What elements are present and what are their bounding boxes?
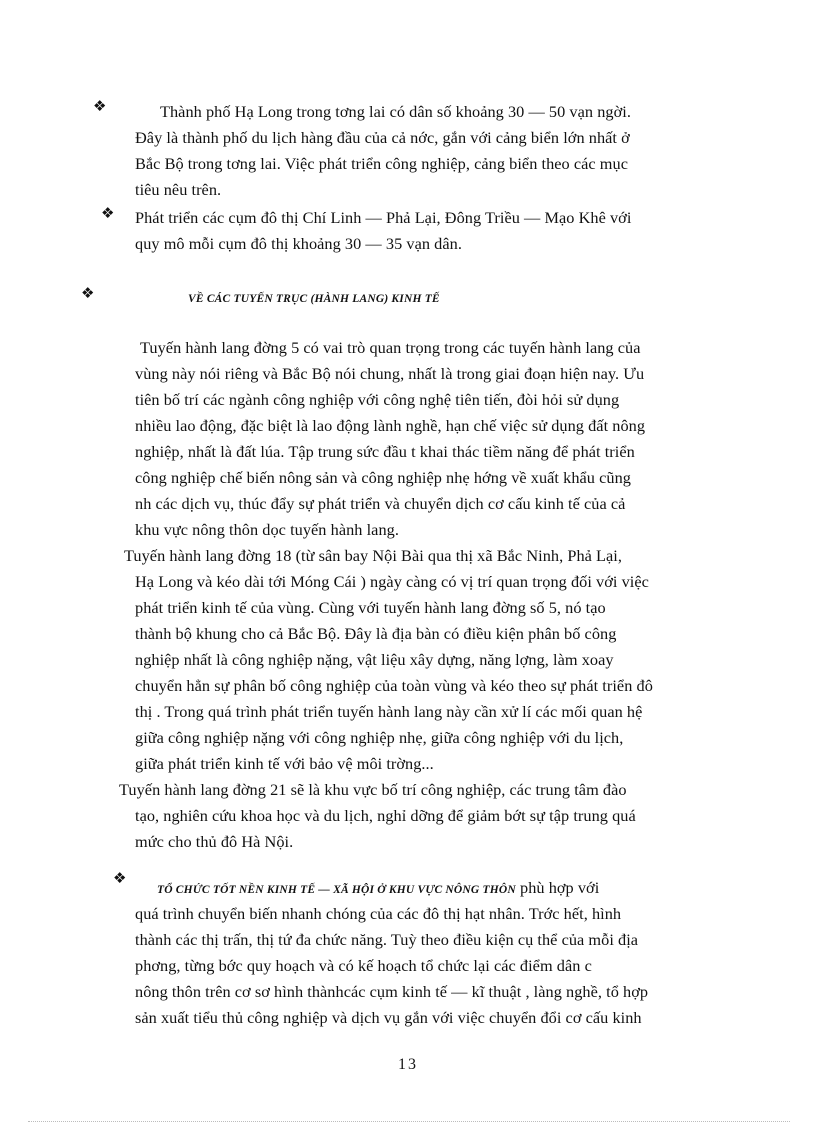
text-line: khu vực nông thôn dọc tuyến hành lang.: [135, 520, 399, 539]
text-line: thành bộ khung cho cả Bắc Bộ. Đây là địa bàn có điều kiện phân bố công: [135, 624, 617, 643]
page-number: 13: [398, 1056, 418, 1073]
text-line: mức cho thủ đô Hà Nội.: [135, 832, 294, 851]
bullet-icon: ❖: [113, 869, 127, 887]
text-line: nh các dịch vụ, thúc đẩy sự phát triển và chuyển dịch cơ cấu kinh tế của cả: [135, 494, 626, 513]
text-line: Hạ Long và kéo dài tới Móng Cái ) ngày càng có vị trí quan trọng đối với việc: [135, 572, 649, 591]
bullet-icon: ❖: [81, 284, 95, 302]
text-line: nghiệp, nhất là đất lúa. Tập trung sức đầu t khai thác tiềm năng để phát triển: [135, 442, 635, 461]
text-line: sản xuất tiểu thủ công nghiệp và dịch vụ gắn với việc chuyển đổi cơ cấu kinh: [135, 1008, 642, 1027]
text-line: Tuyến hành lang đờng 18 (từ sân bay Nội Bài qua thị xã Bắc Ninh, Phả Lại,: [124, 546, 622, 565]
text-line: phơng, từng bớc quy hoạch và có kế hoạch tổ chức lại các điểm dân c: [135, 956, 592, 975]
text-line: thành các thị trấn, thị tứ đa chức năng. Tuỳ theo điều kiện cụ thể của mỗi địa: [135, 930, 639, 949]
text-line: công nghiệp chế biến nông sản và công nghiệp nhẹ hớng về xuất khẩu cũng: [135, 468, 631, 487]
bullet-icon: ❖: [101, 204, 115, 222]
section-heading: VỀ CÁC TUYẾN TRỤC (HÀNH LANG) KINH TẾ: [188, 293, 440, 305]
text-line: Bắc Bộ trong tơng lai. Việc phát triển công nghiệp, cảng biển theo các mục: [135, 154, 628, 173]
bullet-icon: ❖: [93, 97, 107, 115]
text-line: chuyển hẳn sự phân bố công nghiệp của toàn vùng và kéo theo sự phát triển đô: [135, 676, 653, 695]
text-line: Đây là thành phố du lịch hàng đầu của cả nớc, gắn với cảng biển lớn nhất ở: [135, 128, 630, 147]
inline-heading: TỔ CHỨC TỐT NỀN KINH TẾ — XÃ HỘI Ở KHU VỰC NÔNG THÔN: [157, 884, 516, 896]
text-line: phát triển kinh tế của vùng. Cùng với tuyến hành lang đờng số 5, nó tạo: [135, 598, 606, 617]
text-line: quá trình chuyển biến nhanh chóng của các đô thị hạt nhân. Trớc hết, hình: [135, 904, 622, 923]
text-fragment: phù hợp với: [520, 878, 600, 897]
text-line: quy mô mỗi cụm đô thị khoảng 30 — 35 vạn dân.: [135, 234, 462, 253]
section-intro-line: [157, 875, 599, 903]
text-line: Phát triển các cụm đô thị Chí Linh — Phả Lại, Đông Triều — Mạo Khê với: [135, 208, 632, 227]
text-line: tiên bố trí các ngành công nghiệp với công nghệ tiên tiến, đòi hỏi sử dụng: [135, 390, 620, 409]
text-line: vùng này nói riêng và Bắc Bộ nói chung, nhất là trong giai đoạn hiện nay. Ưu: [135, 364, 645, 383]
text-line: nhiều lao động, đặc biệt là lao động lành nghề, hạn chế việc sử dụng đất nông: [135, 416, 646, 435]
text-line: Tuyến hành lang đờng 21 sẽ là khu vực bố trí công nghiệp, các trung tâm đào: [119, 780, 627, 799]
text-line: giữa phát triển kinh tế với bảo vệ môi trờng...: [135, 754, 434, 773]
text-line: nghiệp nhất là công nghiệp nặng, vật liệu xây dựng, năng lợng, làm xoay: [135, 650, 614, 669]
text-line: Thành phố Hạ Long trong tơng lai có dân số khoảng 30 — 50 vạn ngời.: [160, 102, 631, 121]
text-line: tạo, nghiên cứu khoa học và du lịch, nghỉ dỡng để giảm bớt sự tập trung quá: [135, 806, 636, 825]
text-line: tiêu nêu trên.: [135, 180, 222, 199]
text-line: giữa công nghiệp nặng với công nghiệp nhẹ, giữa công nghiệp với du lịch,: [135, 728, 624, 747]
text-line: thị . Trong quá trình phát triển tuyến hành lang này cần xử lí các mối quan hệ: [135, 702, 643, 721]
text-line: nông thôn trên cơ sơ hình thànhcác cụm kinh tế — kĩ thuật , làng nghề, tổ hợp: [135, 982, 649, 1001]
text-line: Tuyến hành lang đờng 5 có vai trò quan trọng trong các tuyến hành lang của: [140, 338, 641, 357]
footer-divider: [28, 1121, 790, 1122]
